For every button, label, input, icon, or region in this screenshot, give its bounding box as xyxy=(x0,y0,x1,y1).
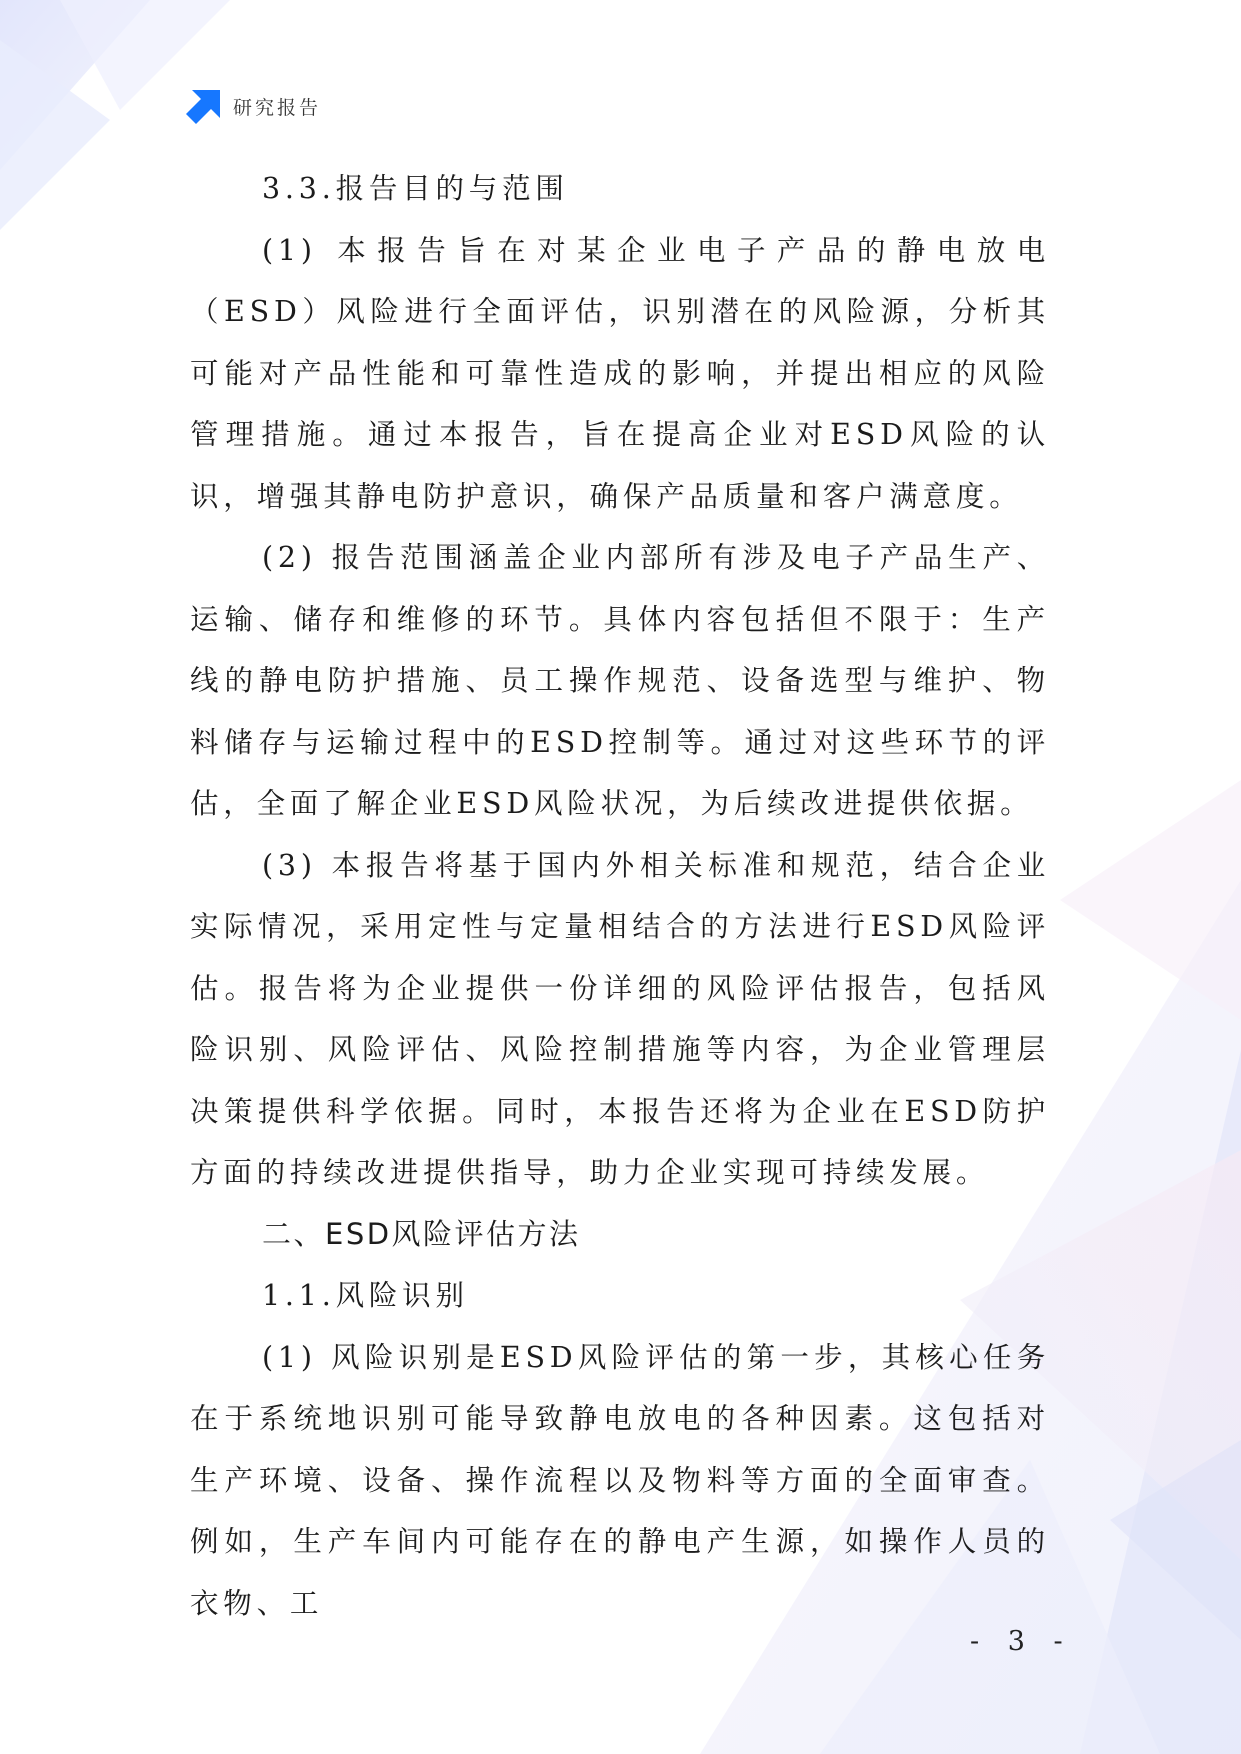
section-1-1-title: 1.1.风险识别 xyxy=(262,1279,469,1312)
arrow-up-right-icon xyxy=(186,88,222,124)
page-number: - 3 - xyxy=(970,1626,1073,1657)
chapter-2-title: 二、ESD风险评估方法 xyxy=(262,1216,581,1251)
paragraph-3: (3) 本报告将基于国内外相关标准和规范，结合企业实际情况，采用定性与定量相结合的方法进行ESD风险评估。报告将为企业提供一份详细的风险评估报告，包括风险识别、风险评估、风险控制措施等内容，为企业管理层决策提供科学依据。同时，本报告还将为企业在ESD防护方面的持续改进提供指导，助力企业实现可持续发展。 xyxy=(190,848,1050,1189)
paragraph-1: (1) 本报告旨在对某企业电子产品的静电放电（ESD）风险进行全面评估，识别潜在的风险源，分析其可能对产品性能和可靠性造成的影响，并提出相应的风险管理措施。通过本报告，旨在提高企业对ESD风险的认识，增强其静电防护意识，确保产品质量和客户满意度。 xyxy=(190,233,1050,513)
document-body xyxy=(190,158,1050,1634)
section-3-3-title: 3.3.报告目的与范围 xyxy=(262,172,569,205)
report-header xyxy=(186,88,321,124)
report-brand-label: 研究报告 xyxy=(233,96,322,119)
paragraph-2: (2) 报告范围涵盖企业内部所有涉及电子产品生产、运输、储存和维修的环节。具体内容包括但不限于：生产线的静电防护措施、员工操作规范、设备选型与维护、物料储存与运输过程中的ESD控制等。通过对这些环节的评估，全面了解企业ESD风险状况，为后续改进提供依据。 xyxy=(190,541,1050,820)
paragraph-4: (1) 风险识别是ESD风险评估的第一步，其核心任务在于系统地识别可能导致静电放电的各种因素。这包括对生产环境、设备、操作流程以及物料等方面的全面审查。例如，生产车间内可能存在的静电产生源，如操作人员的衣物、工 xyxy=(190,1340,1050,1620)
